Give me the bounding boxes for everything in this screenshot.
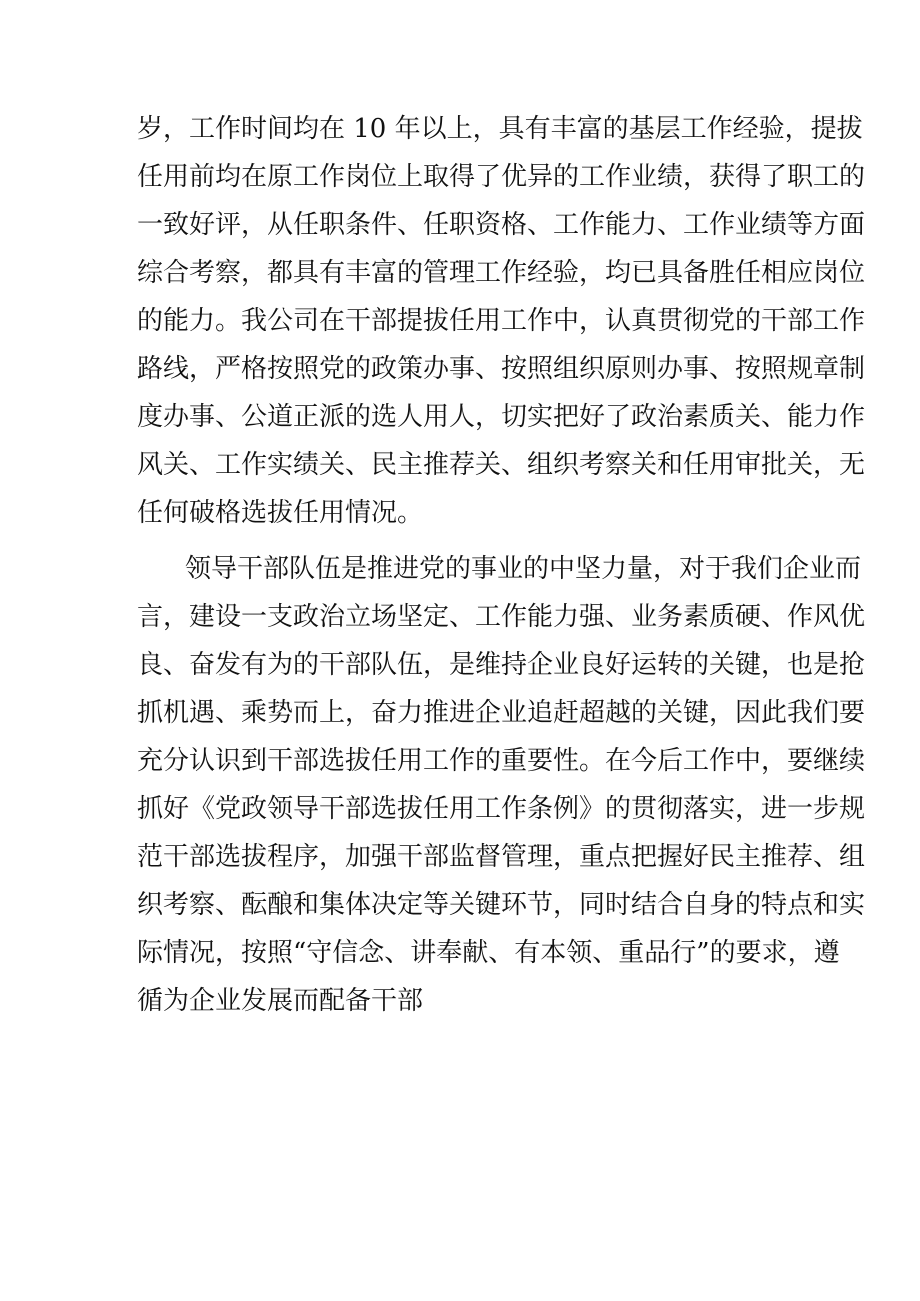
text-line: 抓机遇、乘势而上，奋力推进企业追赶超越的关键，因此我们要	[137, 698, 866, 728]
text-line: 风关、工作实绩关、民主推荐关、组织考察关和任用审批关，无	[137, 450, 866, 480]
text-line: 综合考察，都具有丰富的管理工作经验，均已具备胜任相应岗位	[137, 258, 866, 288]
paragraph-2-line-9	[0, 931, 920, 975]
text-line: 岁，工作时间均在 10 年以上，具有丰富的基层工作经验，提拔	[137, 114, 863, 144]
paragraph-2-line-2	[0, 595, 920, 639]
paragraph-1-line-1	[0, 107, 920, 151]
text-line: 良、奋发有为的干部队伍，是维持企业良好运转的关键，也是抢	[137, 650, 866, 680]
paragraph-2-line-5	[0, 739, 920, 783]
text-line: 充分认识到干部选拔任用工作的重要性。在今后工作中，要继续	[137, 746, 866, 776]
paragraph-2-line-8	[0, 883, 920, 927]
paragraph-2-line-1	[0, 547, 920, 591]
text-line: 织考察、酝酿和集体决定等关键环节，同时结合自身的特点和实	[137, 890, 866, 920]
text-line: 际情况，按照“守信念、讲奉献、有本领、重品行”的要求，遵	[137, 938, 840, 968]
text-line: 一致好评，从任职条件、任职资格、工作能力、工作业绩等方面	[137, 210, 866, 240]
text-line: 路线，严格按照党的政策办事、按照组织原则办事、按照规章制	[137, 354, 866, 384]
paragraph-1-line-7	[0, 395, 920, 439]
paragraph-1-line-5	[0, 299, 920, 343]
text-line: 言，建设一支政治立场坚定、工作能力强、业务素质硬、作风优	[137, 602, 866, 632]
text-line: 任何破格选拔任用情况。	[137, 498, 424, 528]
text-line: 任用前均在原工作岗位上取得了优异的工作业绩，获得了职工的	[137, 162, 866, 192]
paragraph-2-line-6	[0, 787, 920, 831]
paragraph-1-line-9	[0, 491, 920, 535]
paragraph-2-line-7	[0, 835, 920, 879]
paragraph-2-line-4	[0, 691, 920, 735]
text-line: 循为企业发展而配备干部	[137, 986, 424, 1016]
text-line: 领导干部队伍是推进党的事业的中坚力量，对于我们企业而	[185, 554, 862, 584]
paragraph-1-line-4	[0, 251, 920, 295]
text-line: 范干部选拔程序，加强干部监督管理，重点把握好民主推荐、组	[137, 842, 866, 872]
paragraph-1-line-2	[0, 155, 920, 199]
paragraph-2-line-3	[0, 643, 920, 687]
paragraph-1-line-3	[0, 203, 920, 247]
paragraph-1-line-6	[0, 347, 920, 391]
paragraph-2-line-10	[0, 979, 920, 1023]
text-line: 度办事、公道正派的选人用人，切实把好了政治素质关、能力作	[137, 402, 866, 432]
paragraph-1-line-8	[0, 443, 920, 487]
text-line: 的能力。我公司在干部提拔任用工作中，认真贯彻党的干部工作	[137, 306, 866, 336]
text-line: 抓好《党政领导干部选拔任用工作条例》的贯彻落实，进一步规	[137, 794, 866, 824]
